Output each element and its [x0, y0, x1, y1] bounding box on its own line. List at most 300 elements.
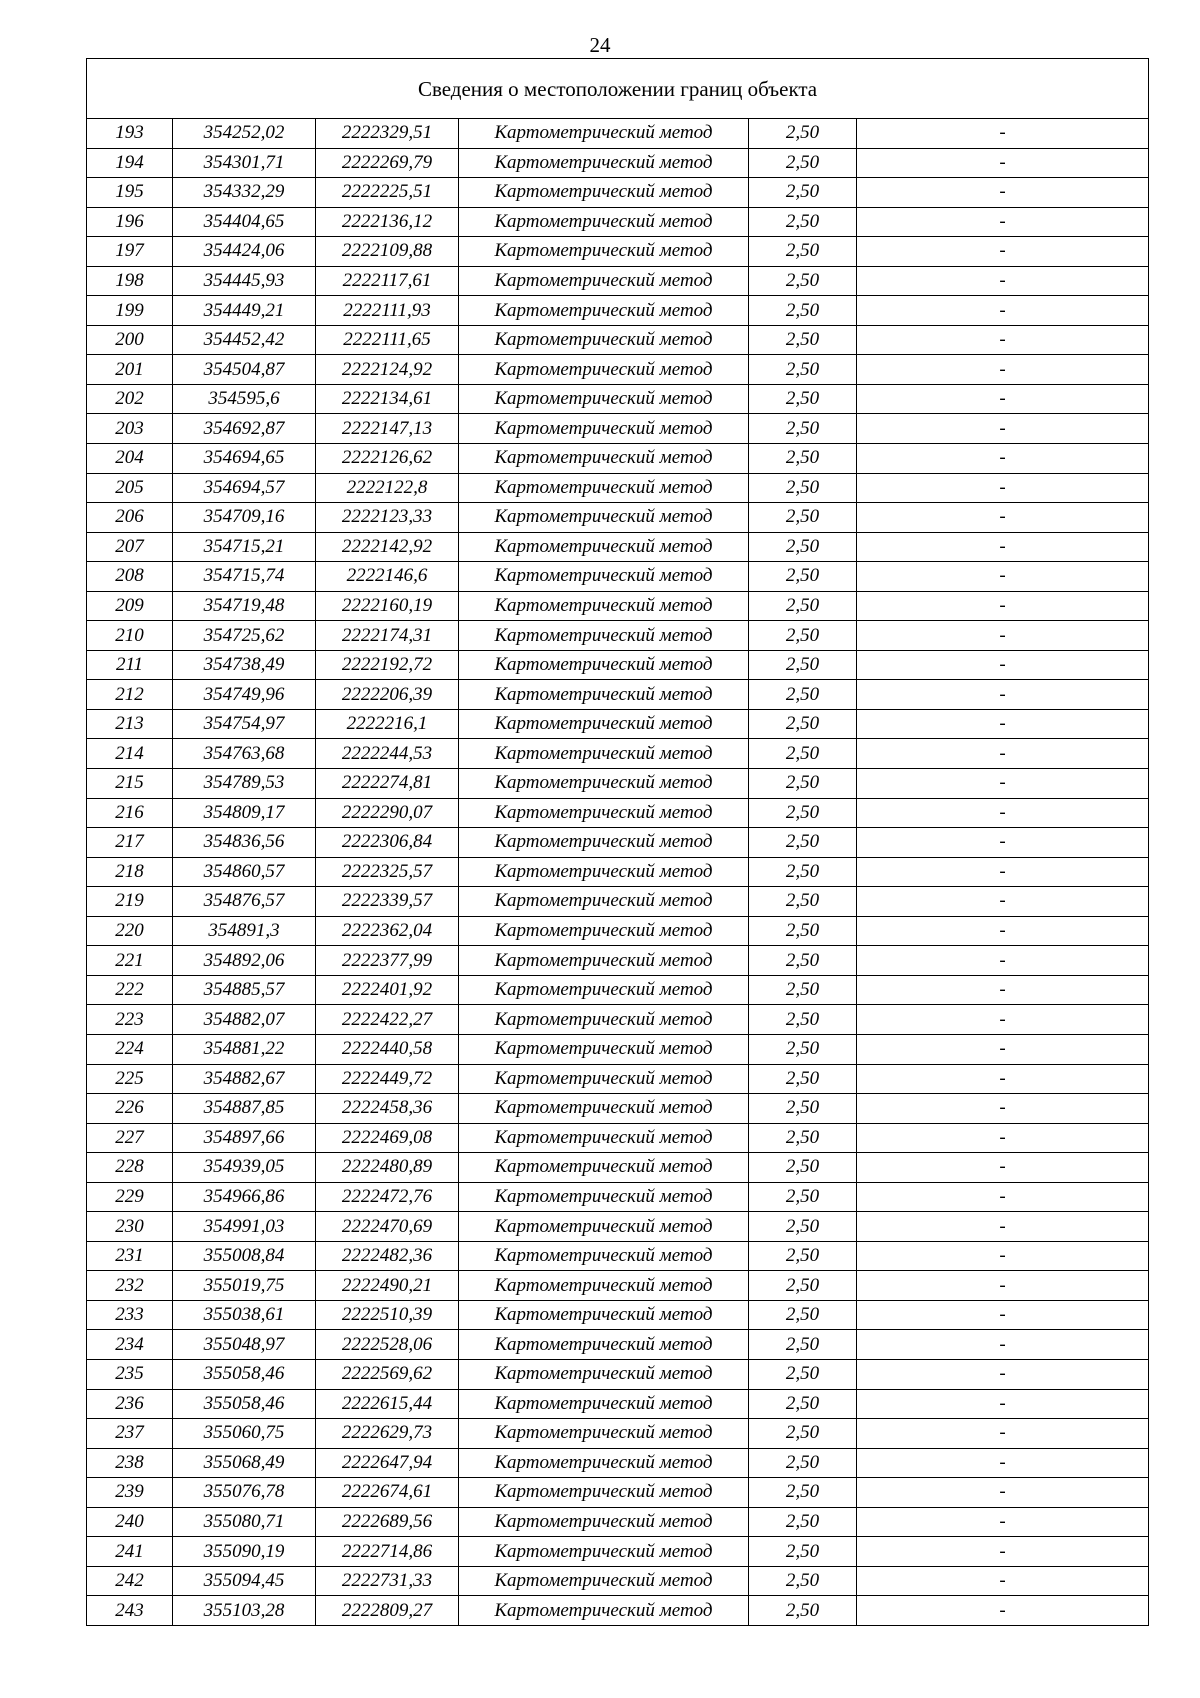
table-row	[87, 1596, 1149, 1626]
accuracy-cell: 2,50	[749, 1123, 857, 1153]
description-cell: -	[857, 384, 1149, 414]
accuracy-cell: 2,50	[749, 680, 857, 710]
accuracy-cell: 2,50	[749, 1537, 857, 1567]
determination-method-cell: Картометрический метод	[459, 1123, 749, 1153]
accuracy-cell: 2,50	[749, 355, 857, 385]
y-coordinate-cell: 2222225,51	[316, 178, 459, 208]
y-coordinate-cell: 2222123,33	[316, 503, 459, 533]
accuracy-cell: 2,50	[749, 207, 857, 237]
x-coordinate-cell: 355080,71	[173, 1507, 316, 1537]
x-coordinate-cell: 355060,75	[173, 1419, 316, 1449]
point-number-cell: 195	[87, 178, 173, 208]
description-cell: -	[857, 1507, 1149, 1537]
table-row	[87, 1094, 1149, 1124]
accuracy-cell: 2,50	[749, 384, 857, 414]
y-coordinate-cell: 2222510,39	[316, 1300, 459, 1330]
determination-method-cell: Картометрический метод	[459, 1241, 749, 1271]
description-cell: -	[857, 1419, 1149, 1449]
description-cell: -	[857, 1271, 1149, 1301]
x-coordinate-cell: 354809,17	[173, 798, 316, 828]
point-number-cell: 205	[87, 473, 173, 503]
y-coordinate-cell: 2222401,92	[316, 975, 459, 1005]
y-coordinate-cell: 2222329,51	[316, 119, 459, 149]
determination-method-cell: Картометрический метод	[459, 1182, 749, 1212]
x-coordinate-cell: 354595,6	[173, 384, 316, 414]
description-cell: -	[857, 148, 1149, 178]
description-cell: -	[857, 532, 1149, 562]
y-coordinate-cell: 2222122,8	[316, 473, 459, 503]
accuracy-cell: 2,50	[749, 1153, 857, 1183]
x-coordinate-cell: 354715,21	[173, 532, 316, 562]
accuracy-cell: 2,50	[749, 148, 857, 178]
determination-method-cell: Картометрический метод	[459, 473, 749, 503]
y-coordinate-cell: 2222124,92	[316, 355, 459, 385]
point-number-cell: 229	[87, 1182, 173, 1212]
description-cell: -	[857, 591, 1149, 621]
point-number-cell: 215	[87, 769, 173, 799]
x-coordinate-cell: 354887,85	[173, 1094, 316, 1124]
y-coordinate-cell: 2222216,1	[316, 709, 459, 739]
table-row	[87, 828, 1149, 858]
x-coordinate-cell: 354449,21	[173, 296, 316, 326]
accuracy-cell: 2,50	[749, 325, 857, 355]
point-number-cell: 193	[87, 119, 173, 149]
y-coordinate-cell: 2222362,04	[316, 916, 459, 946]
y-coordinate-cell: 2222126,62	[316, 444, 459, 474]
x-coordinate-cell: 355076,78	[173, 1478, 316, 1508]
y-coordinate-cell: 2222731,33	[316, 1566, 459, 1596]
description-cell: -	[857, 444, 1149, 474]
x-coordinate-cell: 354252,02	[173, 119, 316, 149]
point-number-cell: 223	[87, 1005, 173, 1035]
accuracy-cell: 2,50	[749, 296, 857, 326]
x-coordinate-cell: 354754,97	[173, 709, 316, 739]
y-coordinate-cell: 2222136,12	[316, 207, 459, 237]
table-caption-row	[87, 59, 1149, 119]
determination-method-cell: Картометрический метод	[459, 148, 749, 178]
determination-method-cell: Картометрический метод	[459, 384, 749, 414]
accuracy-cell: 2,50	[749, 1300, 857, 1330]
x-coordinate-cell: 355008,84	[173, 1241, 316, 1271]
point-number-cell: 198	[87, 266, 173, 296]
determination-method-cell: Картометрический метод	[459, 1271, 749, 1301]
x-coordinate-cell: 354709,16	[173, 503, 316, 533]
y-coordinate-cell: 2222458,36	[316, 1094, 459, 1124]
y-coordinate-cell: 2222440,58	[316, 1034, 459, 1064]
point-number-cell: 217	[87, 828, 173, 858]
description-cell: -	[857, 414, 1149, 444]
y-coordinate-cell: 2222472,76	[316, 1182, 459, 1212]
determination-method-cell: Картометрический метод	[459, 798, 749, 828]
table-row	[87, 1389, 1149, 1419]
table-row	[87, 887, 1149, 917]
page-number: 24	[589, 33, 611, 57]
point-number-cell: 231	[87, 1241, 173, 1271]
point-number-cell: 243	[87, 1596, 173, 1626]
determination-method-cell: Картометрический метод	[459, 355, 749, 385]
x-coordinate-cell: 355058,46	[173, 1359, 316, 1389]
point-number-cell: 196	[87, 207, 173, 237]
table-row	[87, 739, 1149, 769]
x-coordinate-cell: 354694,65	[173, 444, 316, 474]
x-coordinate-cell: 355094,45	[173, 1566, 316, 1596]
description-cell: -	[857, 709, 1149, 739]
y-coordinate-cell: 2222714,86	[316, 1537, 459, 1567]
x-coordinate-cell: 355103,28	[173, 1596, 316, 1626]
point-number-cell: 204	[87, 444, 173, 474]
table-row	[87, 975, 1149, 1005]
table-row	[87, 798, 1149, 828]
accuracy-cell: 2,50	[749, 1596, 857, 1626]
point-number-cell: 201	[87, 355, 173, 385]
determination-method-cell: Картометрический метод	[459, 857, 749, 887]
accuracy-cell: 2,50	[749, 1182, 857, 1212]
description-cell: -	[857, 769, 1149, 799]
y-coordinate-cell: 2222674,61	[316, 1478, 459, 1508]
table-row	[87, 1271, 1149, 1301]
determination-method-cell: Картометрический метод	[459, 503, 749, 533]
accuracy-cell: 2,50	[749, 769, 857, 799]
y-coordinate-cell: 2222325,57	[316, 857, 459, 887]
determination-method-cell: Картометрический метод	[459, 946, 749, 976]
point-number-cell: 203	[87, 414, 173, 444]
determination-method-cell: Картометрический метод	[459, 650, 749, 680]
table-row	[87, 1448, 1149, 1478]
x-coordinate-cell: 354860,57	[173, 857, 316, 887]
y-coordinate-cell: 2222111,93	[316, 296, 459, 326]
accuracy-cell: 2,50	[749, 709, 857, 739]
y-coordinate-cell: 2222809,27	[316, 1596, 459, 1626]
accuracy-cell: 2,50	[749, 1419, 857, 1449]
description-cell: -	[857, 1596, 1149, 1626]
point-number-cell: 234	[87, 1330, 173, 1360]
y-coordinate-cell: 2222480,89	[316, 1153, 459, 1183]
determination-method-cell: Картометрический метод	[459, 1094, 749, 1124]
point-number-cell: 221	[87, 946, 173, 976]
accuracy-cell: 2,50	[749, 798, 857, 828]
accuracy-cell: 2,50	[749, 1507, 857, 1537]
y-coordinate-cell: 2222206,39	[316, 680, 459, 710]
point-number-cell: 208	[87, 562, 173, 592]
description-cell: -	[857, 828, 1149, 858]
point-number-cell: 197	[87, 237, 173, 267]
accuracy-cell: 2,50	[749, 1241, 857, 1271]
description-cell: -	[857, 296, 1149, 326]
point-number-cell: 210	[87, 621, 173, 651]
determination-method-cell: Картометрический метод	[459, 1359, 749, 1389]
description-cell: -	[857, 1389, 1149, 1419]
accuracy-cell: 2,50	[749, 414, 857, 444]
table-row	[87, 1005, 1149, 1035]
x-coordinate-cell: 354991,03	[173, 1212, 316, 1242]
determination-method-cell: Картометрический метод	[459, 444, 749, 474]
table-row	[87, 1212, 1149, 1242]
x-coordinate-cell: 354719,48	[173, 591, 316, 621]
table-row	[87, 1300, 1149, 1330]
determination-method-cell: Картометрический метод	[459, 1389, 749, 1419]
x-coordinate-cell: 354332,29	[173, 178, 316, 208]
table-row	[87, 207, 1149, 237]
x-coordinate-cell: 354897,66	[173, 1123, 316, 1153]
determination-method-cell: Картометрический метод	[459, 1419, 749, 1449]
description-cell: -	[857, 325, 1149, 355]
determination-method-cell: Картометрический метод	[459, 1596, 749, 1626]
point-number-cell: 211	[87, 650, 173, 680]
point-number-cell: 219	[87, 887, 173, 917]
table-title: Сведения о местоположении границ объекта	[87, 59, 1149, 119]
accuracy-cell: 2,50	[749, 178, 857, 208]
determination-method-cell: Картометрический метод	[459, 709, 749, 739]
determination-method-cell: Картометрический метод	[459, 1034, 749, 1064]
x-coordinate-cell: 354692,87	[173, 414, 316, 444]
point-number-cell: 202	[87, 384, 173, 414]
table-row	[87, 237, 1149, 267]
y-coordinate-cell: 2222290,07	[316, 798, 459, 828]
accuracy-cell: 2,50	[749, 946, 857, 976]
determination-method-cell: Картометрический метод	[459, 325, 749, 355]
boundary-coordinates-table	[86, 58, 1149, 1626]
y-coordinate-cell: 2222117,61	[316, 266, 459, 296]
description-cell: -	[857, 1094, 1149, 1124]
point-number-cell: 209	[87, 591, 173, 621]
y-coordinate-cell: 2222244,53	[316, 739, 459, 769]
description-cell: -	[857, 355, 1149, 385]
y-coordinate-cell: 2222269,79	[316, 148, 459, 178]
description-cell: -	[857, 857, 1149, 887]
table-row	[87, 1537, 1149, 1567]
table-row	[87, 119, 1149, 149]
determination-method-cell: Картометрический метод	[459, 266, 749, 296]
description-cell: -	[857, 1241, 1149, 1271]
description-cell: -	[857, 119, 1149, 149]
table-row	[87, 1153, 1149, 1183]
accuracy-cell: 2,50	[749, 266, 857, 296]
point-number-cell: 216	[87, 798, 173, 828]
table-row	[87, 503, 1149, 533]
x-coordinate-cell: 354715,74	[173, 562, 316, 592]
table-row	[87, 532, 1149, 562]
x-coordinate-cell: 354763,68	[173, 739, 316, 769]
description-cell: -	[857, 1123, 1149, 1153]
accuracy-cell: 2,50	[749, 532, 857, 562]
y-coordinate-cell: 2222469,08	[316, 1123, 459, 1153]
accuracy-cell: 2,50	[749, 1034, 857, 1064]
point-number-cell: 230	[87, 1212, 173, 1242]
table-row	[87, 414, 1149, 444]
table-row	[87, 562, 1149, 592]
x-coordinate-cell: 354939,05	[173, 1153, 316, 1183]
description-cell: -	[857, 178, 1149, 208]
x-coordinate-cell: 354452,42	[173, 325, 316, 355]
x-coordinate-cell: 354966,86	[173, 1182, 316, 1212]
determination-method-cell: Картометрический метод	[459, 621, 749, 651]
description-cell: -	[857, 739, 1149, 769]
x-coordinate-cell: 354749,96	[173, 680, 316, 710]
table-row	[87, 296, 1149, 326]
x-coordinate-cell: 354892,06	[173, 946, 316, 976]
x-coordinate-cell: 354738,49	[173, 650, 316, 680]
determination-method-cell: Картометрический метод	[459, 1300, 749, 1330]
table-body	[87, 59, 1149, 1626]
accuracy-cell: 2,50	[749, 1389, 857, 1419]
description-cell: -	[857, 946, 1149, 976]
determination-method-cell: Картометрический метод	[459, 207, 749, 237]
description-cell: -	[857, 1537, 1149, 1567]
description-cell: -	[857, 887, 1149, 917]
determination-method-cell: Картометрический метод	[459, 828, 749, 858]
point-number-cell: 222	[87, 975, 173, 1005]
point-number-cell: 200	[87, 325, 173, 355]
description-cell: -	[857, 1300, 1149, 1330]
y-coordinate-cell: 2222490,21	[316, 1271, 459, 1301]
y-coordinate-cell: 2222134,61	[316, 384, 459, 414]
accuracy-cell: 2,50	[749, 591, 857, 621]
table-row	[87, 591, 1149, 621]
description-cell: -	[857, 1034, 1149, 1064]
description-cell: -	[857, 1478, 1149, 1508]
point-number-cell: 225	[87, 1064, 173, 1094]
table-row	[87, 384, 1149, 414]
x-coordinate-cell: 354424,06	[173, 237, 316, 267]
boundary-table-container	[86, 58, 1148, 1626]
x-coordinate-cell: 355068,49	[173, 1448, 316, 1478]
x-coordinate-cell: 354504,87	[173, 355, 316, 385]
table-row	[87, 1241, 1149, 1271]
y-coordinate-cell: 2222615,44	[316, 1389, 459, 1419]
determination-method-cell: Картометрический метод	[459, 739, 749, 769]
table-row	[87, 1330, 1149, 1360]
y-coordinate-cell: 2222174,31	[316, 621, 459, 651]
y-coordinate-cell: 2222147,13	[316, 414, 459, 444]
y-coordinate-cell: 2222160,19	[316, 591, 459, 621]
accuracy-cell: 2,50	[749, 1566, 857, 1596]
x-coordinate-cell: 355058,46	[173, 1389, 316, 1419]
point-number-cell: 226	[87, 1094, 173, 1124]
y-coordinate-cell: 2222470,69	[316, 1212, 459, 1242]
determination-method-cell: Картометрический метод	[459, 916, 749, 946]
table-row	[87, 1566, 1149, 1596]
table-row	[87, 857, 1149, 887]
table-row	[87, 148, 1149, 178]
table-row	[87, 1419, 1149, 1449]
determination-method-cell: Картометрический метод	[459, 1448, 749, 1478]
accuracy-cell: 2,50	[749, 473, 857, 503]
table-row	[87, 650, 1149, 680]
y-coordinate-cell: 2222647,94	[316, 1448, 459, 1478]
determination-method-cell: Картометрический метод	[459, 1478, 749, 1508]
point-number-cell: 207	[87, 532, 173, 562]
table-row	[87, 1034, 1149, 1064]
determination-method-cell: Картометрический метод	[459, 1212, 749, 1242]
determination-method-cell: Картометрический метод	[459, 1537, 749, 1567]
accuracy-cell: 2,50	[749, 650, 857, 680]
accuracy-cell: 2,50	[749, 1005, 857, 1035]
y-coordinate-cell: 2222629,73	[316, 1419, 459, 1449]
description-cell: -	[857, 1182, 1149, 1212]
table-row	[87, 946, 1149, 976]
determination-method-cell: Картометрический метод	[459, 1005, 749, 1035]
y-coordinate-cell: 2222689,56	[316, 1507, 459, 1537]
table-row	[87, 1507, 1149, 1537]
description-cell: -	[857, 650, 1149, 680]
x-coordinate-cell: 354881,22	[173, 1034, 316, 1064]
x-coordinate-cell: 355038,61	[173, 1300, 316, 1330]
description-cell: -	[857, 562, 1149, 592]
determination-method-cell: Картометрический метод	[459, 414, 749, 444]
determination-method-cell: Картометрический метод	[459, 178, 749, 208]
point-number-cell: 199	[87, 296, 173, 326]
x-coordinate-cell: 354789,53	[173, 769, 316, 799]
table-row	[87, 1123, 1149, 1153]
x-coordinate-cell: 354891,3	[173, 916, 316, 946]
point-number-cell: 236	[87, 1389, 173, 1419]
point-number-cell: 232	[87, 1271, 173, 1301]
y-coordinate-cell: 2222422,27	[316, 1005, 459, 1035]
y-coordinate-cell: 2222528,06	[316, 1330, 459, 1360]
point-number-cell: 237	[87, 1419, 173, 1449]
description-cell: -	[857, 798, 1149, 828]
determination-method-cell: Картометрический метод	[459, 769, 749, 799]
table-row	[87, 916, 1149, 946]
determination-method-cell: Картометрический метод	[459, 562, 749, 592]
y-coordinate-cell: 2222192,72	[316, 650, 459, 680]
table-row	[87, 178, 1149, 208]
accuracy-cell: 2,50	[749, 562, 857, 592]
table-row	[87, 621, 1149, 651]
table-row	[87, 1478, 1149, 1508]
accuracy-cell: 2,50	[749, 237, 857, 267]
description-cell: -	[857, 1005, 1149, 1035]
y-coordinate-cell: 2222146,6	[316, 562, 459, 592]
point-number-cell: 212	[87, 680, 173, 710]
point-number-cell: 238	[87, 1448, 173, 1478]
determination-method-cell: Картометрический метод	[459, 1507, 749, 1537]
accuracy-cell: 2,50	[749, 857, 857, 887]
determination-method-cell: Картометрический метод	[459, 296, 749, 326]
accuracy-cell: 2,50	[749, 1448, 857, 1478]
accuracy-cell: 2,50	[749, 1478, 857, 1508]
point-number-cell: 235	[87, 1359, 173, 1389]
table-row	[87, 444, 1149, 474]
description-cell: -	[857, 503, 1149, 533]
x-coordinate-cell: 354885,57	[173, 975, 316, 1005]
determination-method-cell: Картометрический метод	[459, 1153, 749, 1183]
description-cell: -	[857, 237, 1149, 267]
x-coordinate-cell: 354301,71	[173, 148, 316, 178]
determination-method-cell: Картометрический метод	[459, 1330, 749, 1360]
accuracy-cell: 2,50	[749, 828, 857, 858]
x-coordinate-cell: 354694,57	[173, 473, 316, 503]
point-number-cell: 228	[87, 1153, 173, 1183]
description-cell: -	[857, 473, 1149, 503]
x-coordinate-cell: 354836,56	[173, 828, 316, 858]
determination-method-cell: Картометрический метод	[459, 591, 749, 621]
description-cell: -	[857, 621, 1149, 651]
determination-method-cell: Картометрический метод	[459, 119, 749, 149]
description-cell: -	[857, 975, 1149, 1005]
y-coordinate-cell: 2222111,65	[316, 325, 459, 355]
description-cell: -	[857, 1448, 1149, 1478]
y-coordinate-cell: 2222306,84	[316, 828, 459, 858]
table-row	[87, 709, 1149, 739]
x-coordinate-cell: 354882,67	[173, 1064, 316, 1094]
x-coordinate-cell: 354725,62	[173, 621, 316, 651]
x-coordinate-cell: 354404,65	[173, 207, 316, 237]
point-number-cell: 218	[87, 857, 173, 887]
accuracy-cell: 2,50	[749, 1330, 857, 1360]
accuracy-cell: 2,50	[749, 444, 857, 474]
y-coordinate-cell: 2222569,62	[316, 1359, 459, 1389]
